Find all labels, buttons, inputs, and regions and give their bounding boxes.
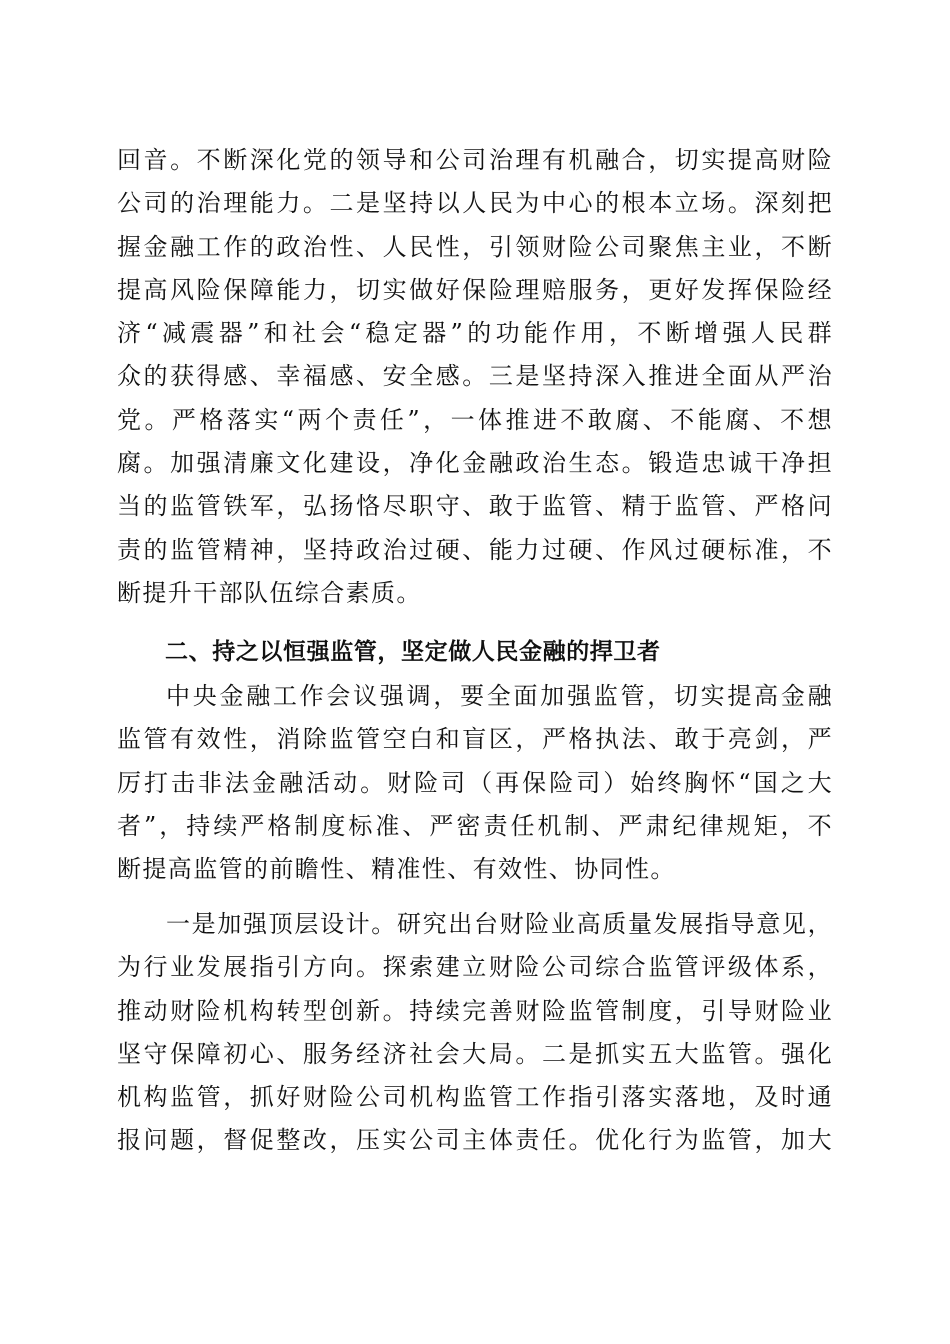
text-line: 厉打击非法金融活动。财险司（再保险司）始终胸怀“国之大 [117, 768, 833, 797]
text-line: 机构监管，抓好财险公司机构监管工作指引落实落地，及时通 [117, 1083, 833, 1112]
text-line: 济“减震器”和社会“稳定器”的功能作用，不断增强人民群 [117, 319, 833, 348]
text-line: 中央金融工作会议强调，要全面加强监管，切实提高金融 [166, 682, 833, 710]
text-line: 一是加强顶层设计。研究出台财险业高质量发展指导意见， [166, 910, 833, 938]
text-line: 为行业发展指引方向。探索建立财险公司综合监管评级体系， [117, 953, 833, 982]
text-line: 公司的治理能力。二是坚持以人民为中心的根本立场。深刻把 [117, 189, 833, 218]
text-line: 提高风险保障能力，切实做好保险理赔服务，更好发挥保险经 [117, 275, 833, 304]
text-line: 责的监管精神，坚持政治过硬、能力过硬、作风过硬标准，不 [117, 535, 833, 564]
text-line: 监管有效性，消除监管空白和盲区，严格执法、敢于亮剑，严 [117, 725, 833, 754]
section-heading: 二、持之以恒强监管，坚定做人民金融的捍卫者 [165, 639, 661, 665]
text-line: 众的获得感、幸福感、安全感。三是坚持深入推进全面从严治 [117, 362, 833, 391]
paragraph-1 [117, 139, 833, 615]
paragraph-2 [117, 675, 833, 891]
text-line: 断提高监管的前瞻性、精准性、有效性、协同性。 [117, 855, 676, 884]
text-line: 推动财险机构转型创新。持续完善财险监管制度，引导财险业 [117, 996, 833, 1025]
text-line: 握金融工作的政治性、人民性，引领财险公司聚焦主业，不断 [117, 232, 833, 261]
text-line: 断提升干部队伍综合素质。 [117, 578, 422, 607]
text-line: 党。严格落实“两个责任”，一体推进不敢腐、不能腐、不想 [117, 405, 833, 434]
text-line: 者”，持续严格制度标准、严密责任机制、严肃纪律规矩，不 [117, 811, 833, 840]
paragraph-3 [117, 903, 833, 1163]
text-line: 报问题，督促整改，压实公司主体责任。优化行为监管，加大 [117, 1126, 833, 1155]
text-line: 回音。不断深化党的领导和公司治理有机融合，切实提高财险 [117, 146, 833, 174]
text-line: 坚守保障初心、服务经济社会大局。二是抓实五大监管。强化 [117, 1039, 833, 1068]
text-line: 腐。加强清廉文化建设，净化金融政治生态。锻造忠诚干净担 [117, 449, 833, 478]
text-line: 当的监管铁军，弘扬恪尽职守、敢于监管、精于监管、严格问 [117, 492, 833, 521]
